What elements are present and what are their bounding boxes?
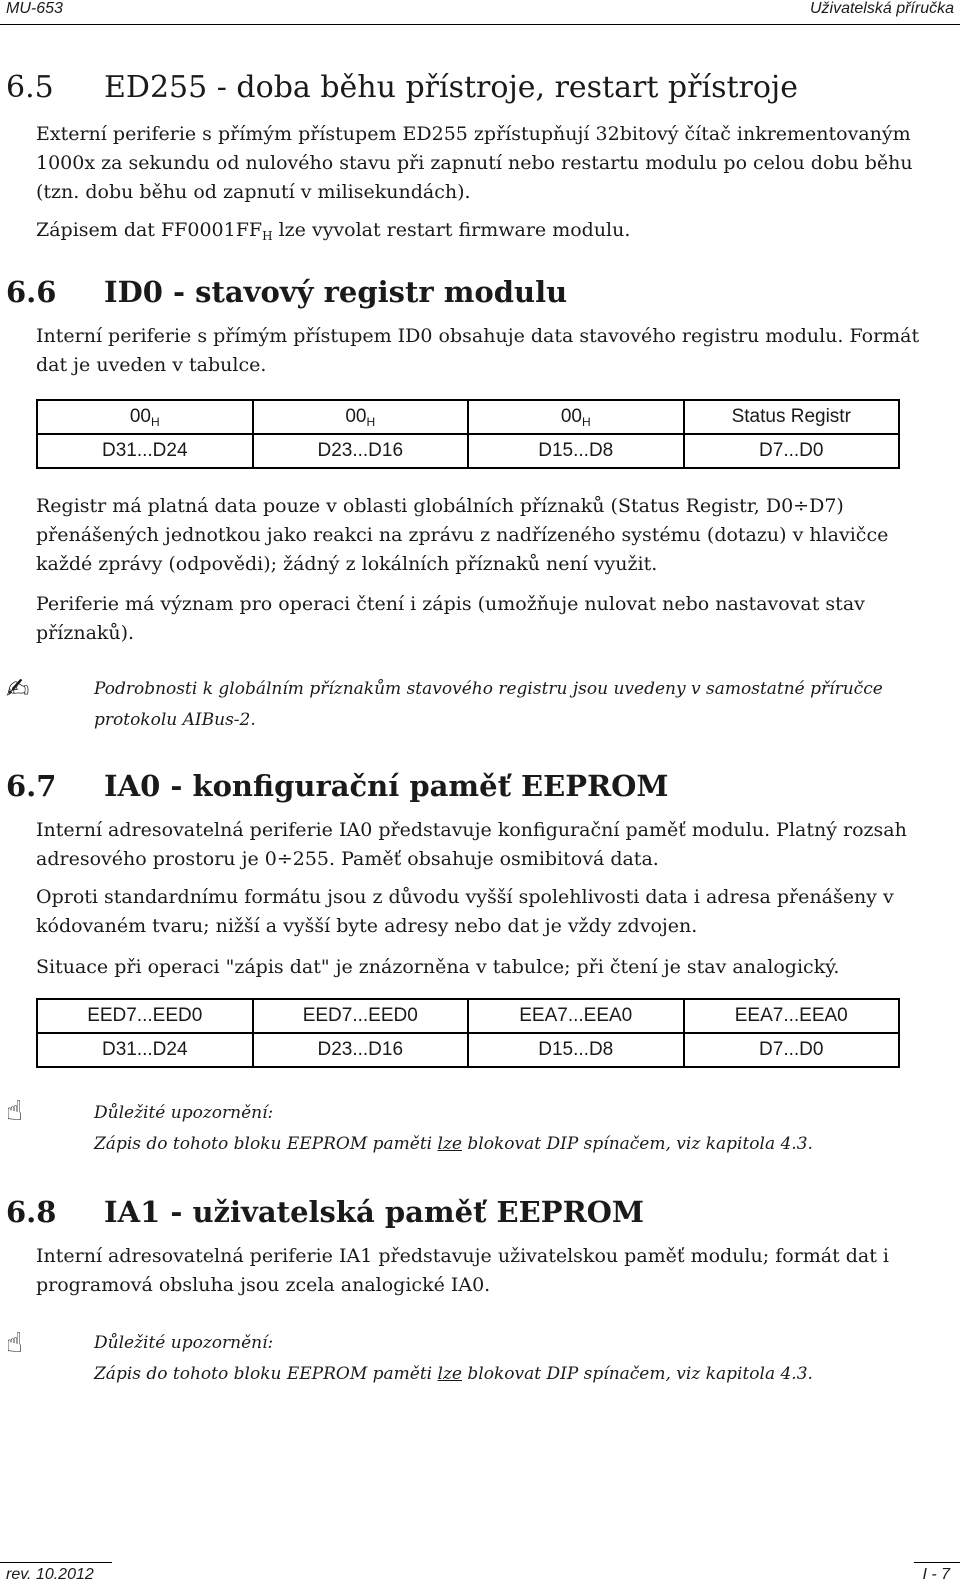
table-cell: D23...D16 [253, 1033, 469, 1067]
table-cell: $00_H$ [37, 400, 253, 434]
paragraph: Zápisem dat $FF0001FF_H$ lze vyvolat restart firmware modulu. [36, 219, 631, 243]
table-cell: D7...D0 [684, 434, 900, 468]
table-cell: D23...D16 [253, 434, 469, 468]
paragraph: Interní adresovatelná periferie IA1 představuje uživatelskou paměť modulu; formát dat i programová obsluha jsou zcela analogické IA0. [36, 1245, 890, 1296]
register-table-id0 [36, 399, 900, 469]
table-cell: $00_H$ [253, 400, 469, 434]
paragraph: Situace při operaci "zápis dat" je znázorněna v tabulce; při čtení je stav analogický. [36, 956, 840, 978]
warning-note [94, 1328, 944, 1390]
table-cell: Status Registr [684, 400, 900, 434]
paragraph: Registr má platná data pouze v oblasti globálních příznaků (Status Registr, D0÷D7) přenášených jednotkou jako reakci na zprávu z nadřízeného systému (dotazu) v hlavičce každé zprávy (odpovědi); žádný z lokálních příznaků není využit. [36, 495, 889, 575]
table-cell: D15...D8 [468, 434, 684, 468]
note-text: Podrobnosti k globálním příznakům stavového registru jsou uvedeny v samostatné příručce protokolu AIBus-2. [94, 679, 883, 730]
table-cell: D31...D24 [37, 1033, 253, 1067]
section-number: 6.8 [6, 1195, 57, 1229]
paragraph: Externí periferie s přímým přístupem ED255 zpřístupňují 32bitový čítač inkrementovaným 1000x za sekundu od nulového stavu při zapnutí nebo restartu modulu po celou dobu běhu (tzn. dobu běhu od zapnutí v milisekundách). [36, 123, 913, 203]
table-cell: EEA7...EEA0 [468, 999, 684, 1033]
footer-rule [0, 1562, 112, 1563]
table-cell: $00_H$ [468, 400, 684, 434]
warning-text: Zápis do tohoto bloku EEPROM paměti lze blokovat DIP spínačem, viz kapitola 4.3. [94, 1364, 813, 1384]
table-cell: D7...D0 [684, 1033, 900, 1067]
header-rule [0, 24, 960, 25]
page-header [0, 0, 960, 28]
hand-warning-icon: ☝ [6, 1094, 24, 1127]
warning-text: Zápis do tohoto bloku EEPROM paměti lze blokovat DIP spínačem, viz kapitola 4.3. [94, 1134, 813, 1154]
section-number: 6.5 [6, 70, 54, 105]
warning-title: Důležité upozornění: [94, 1333, 274, 1353]
doc-title: Uživatelská příručka [809, 0, 954, 17]
section-number: 6.7 [6, 769, 57, 803]
section-title: IA0 - konfigurační paměť EEPROM [104, 769, 669, 803]
hand-warning-icon: ☝ [6, 1326, 24, 1359]
section-title: IA1 - uživatelská paměť EEPROM [104, 1195, 645, 1229]
warning-title: Důležité upozornění: [94, 1103, 274, 1123]
table-row [37, 999, 899, 1033]
paragraph: Periferie má význam pro operaci čtení i zápis (umožňuje nulovat nebo nastavovat stav příznaků). [36, 593, 865, 644]
paragraph: Oproti standardnímu formátu jsou z důvodu vyšší spolehlivosti data i adresa přenášeny v kódovaném tvaru; nižší a vyšší byte adresy nebo dat je vždy zdvojen. [36, 886, 894, 937]
pen-note-icon: ✍ [6, 672, 30, 705]
table-cell: EEA7...EEA0 [684, 999, 900, 1033]
table-cell: EED7...EED0 [37, 999, 253, 1033]
warning-note [94, 1098, 944, 1160]
footer-rule [914, 1562, 960, 1563]
revision: rev. 10.2012 [6, 1566, 94, 1583]
section-number: 6.6 [6, 275, 57, 309]
table-cell: D31...D24 [37, 434, 253, 468]
table-row [37, 434, 899, 468]
paragraph: Interní periferie s přímým přístupem ID0 obsahuje data stavového registru modulu. Formát dat je uveden v tabulce. [36, 325, 920, 376]
table-cell: EED7...EED0 [253, 999, 469, 1033]
section-title: ID0 - stavový registr modulu [104, 275, 568, 309]
doc-code: MU-653 [6, 0, 63, 17]
table-row [37, 1033, 899, 1067]
paragraph: Interní adresovatelná periferie IA0 představuje konfigurační paměť modulu. Platný rozsah adresového prostoru je 0÷255. Paměť obsahuje osmibitová data. [36, 819, 907, 870]
register-table-ia0 [36, 998, 900, 1068]
table-cell: D15...D8 [468, 1033, 684, 1067]
table-row [37, 400, 899, 434]
section-title: ED255 - doba běhu přístroje, restart přístroje [104, 70, 798, 105]
page-number: I - 7 [922, 1566, 950, 1583]
page-footer [0, 1560, 960, 1588]
